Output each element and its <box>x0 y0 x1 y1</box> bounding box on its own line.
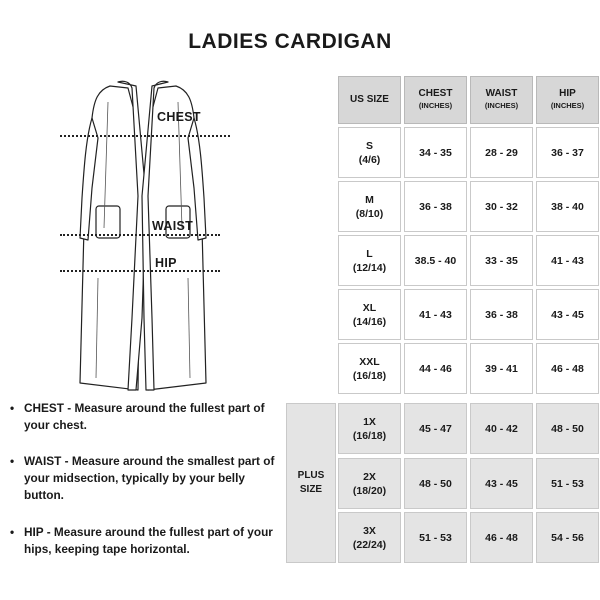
size-cell: M (8/10) <box>338 181 401 232</box>
waist-cell: 46 - 48 <box>470 512 533 563</box>
chest-cell: 51 - 53 <box>404 512 467 563</box>
instruction-waist: • WAIST - Measure around the smallest part of your midsection, typically by your belly button. <box>10 454 275 502</box>
chest-cell: 45 - 47 <box>404 403 467 454</box>
chest-cell: 48 - 50 <box>404 458 467 509</box>
chest-cell: 36 - 38 <box>404 181 467 232</box>
waist-cell: 28 - 29 <box>470 127 533 178</box>
bullet-icon: • <box>10 454 15 468</box>
hip-cell: 43 - 45 <box>536 289 599 340</box>
size-cell: L (12/14) <box>338 235 401 286</box>
header-hip: HIP (INCHES) <box>536 76 599 124</box>
waist-label: WAIST <box>152 219 194 233</box>
hip-cell: 41 - 43 <box>536 235 599 286</box>
chest-label: CHEST <box>157 110 201 124</box>
header-waist: WAIST (INCHES) <box>470 76 533 124</box>
hip-cell: 48 - 50 <box>536 403 599 454</box>
size-cell: XXL (16/18) <box>338 343 401 394</box>
cardigan-icon <box>58 78 258 398</box>
hip-label: HIP <box>155 256 177 270</box>
hip-cell: 38 - 40 <box>536 181 599 232</box>
chest-cell: 34 - 35 <box>404 127 467 178</box>
page-title: LADIES CARDIGAN <box>188 30 392 53</box>
chest-cell: 38.5 - 40 <box>404 235 467 286</box>
plus-size-label: PLUS SIZE <box>286 403 336 563</box>
size-cell: 3X (22/24) <box>338 512 401 563</box>
waist-measure-line <box>60 234 220 236</box>
chest-cell: 44 - 46 <box>404 343 467 394</box>
waist-cell: 40 - 42 <box>470 403 533 454</box>
cardigan-figure <box>58 78 258 398</box>
waist-cell: 43 - 45 <box>470 458 533 509</box>
hip-cell: 46 - 48 <box>536 343 599 394</box>
instruction-chest: • CHEST - Measure around the fullest part of your chest. <box>10 401 265 432</box>
bullet-icon: • <box>10 525 15 539</box>
size-cell: 2X (18/20) <box>338 458 401 509</box>
size-cell: S (4/6) <box>338 127 401 178</box>
header-us-size: US SIZE <box>338 76 401 124</box>
waist-cell: 33 - 35 <box>470 235 533 286</box>
hip-cell: 36 - 37 <box>536 127 599 178</box>
waist-cell: 36 - 38 <box>470 289 533 340</box>
header-chest: CHEST (INCHES) <box>404 76 467 124</box>
size-cell: 1X (16/18) <box>338 403 401 454</box>
chest-cell: 41 - 43 <box>404 289 467 340</box>
hip-measure-line <box>60 270 220 272</box>
instruction-hip: • HIP - Measure around the fullest part of your hips, keeping tape horizontal. <box>10 525 273 556</box>
bullet-icon: • <box>10 401 15 415</box>
chest-measure-line <box>60 135 230 137</box>
waist-cell: 30 - 32 <box>470 181 533 232</box>
waist-cell: 39 - 41 <box>470 343 533 394</box>
hip-cell: 51 - 53 <box>536 458 599 509</box>
size-cell: XL (14/16) <box>338 289 401 340</box>
hip-cell: 54 - 56 <box>536 512 599 563</box>
